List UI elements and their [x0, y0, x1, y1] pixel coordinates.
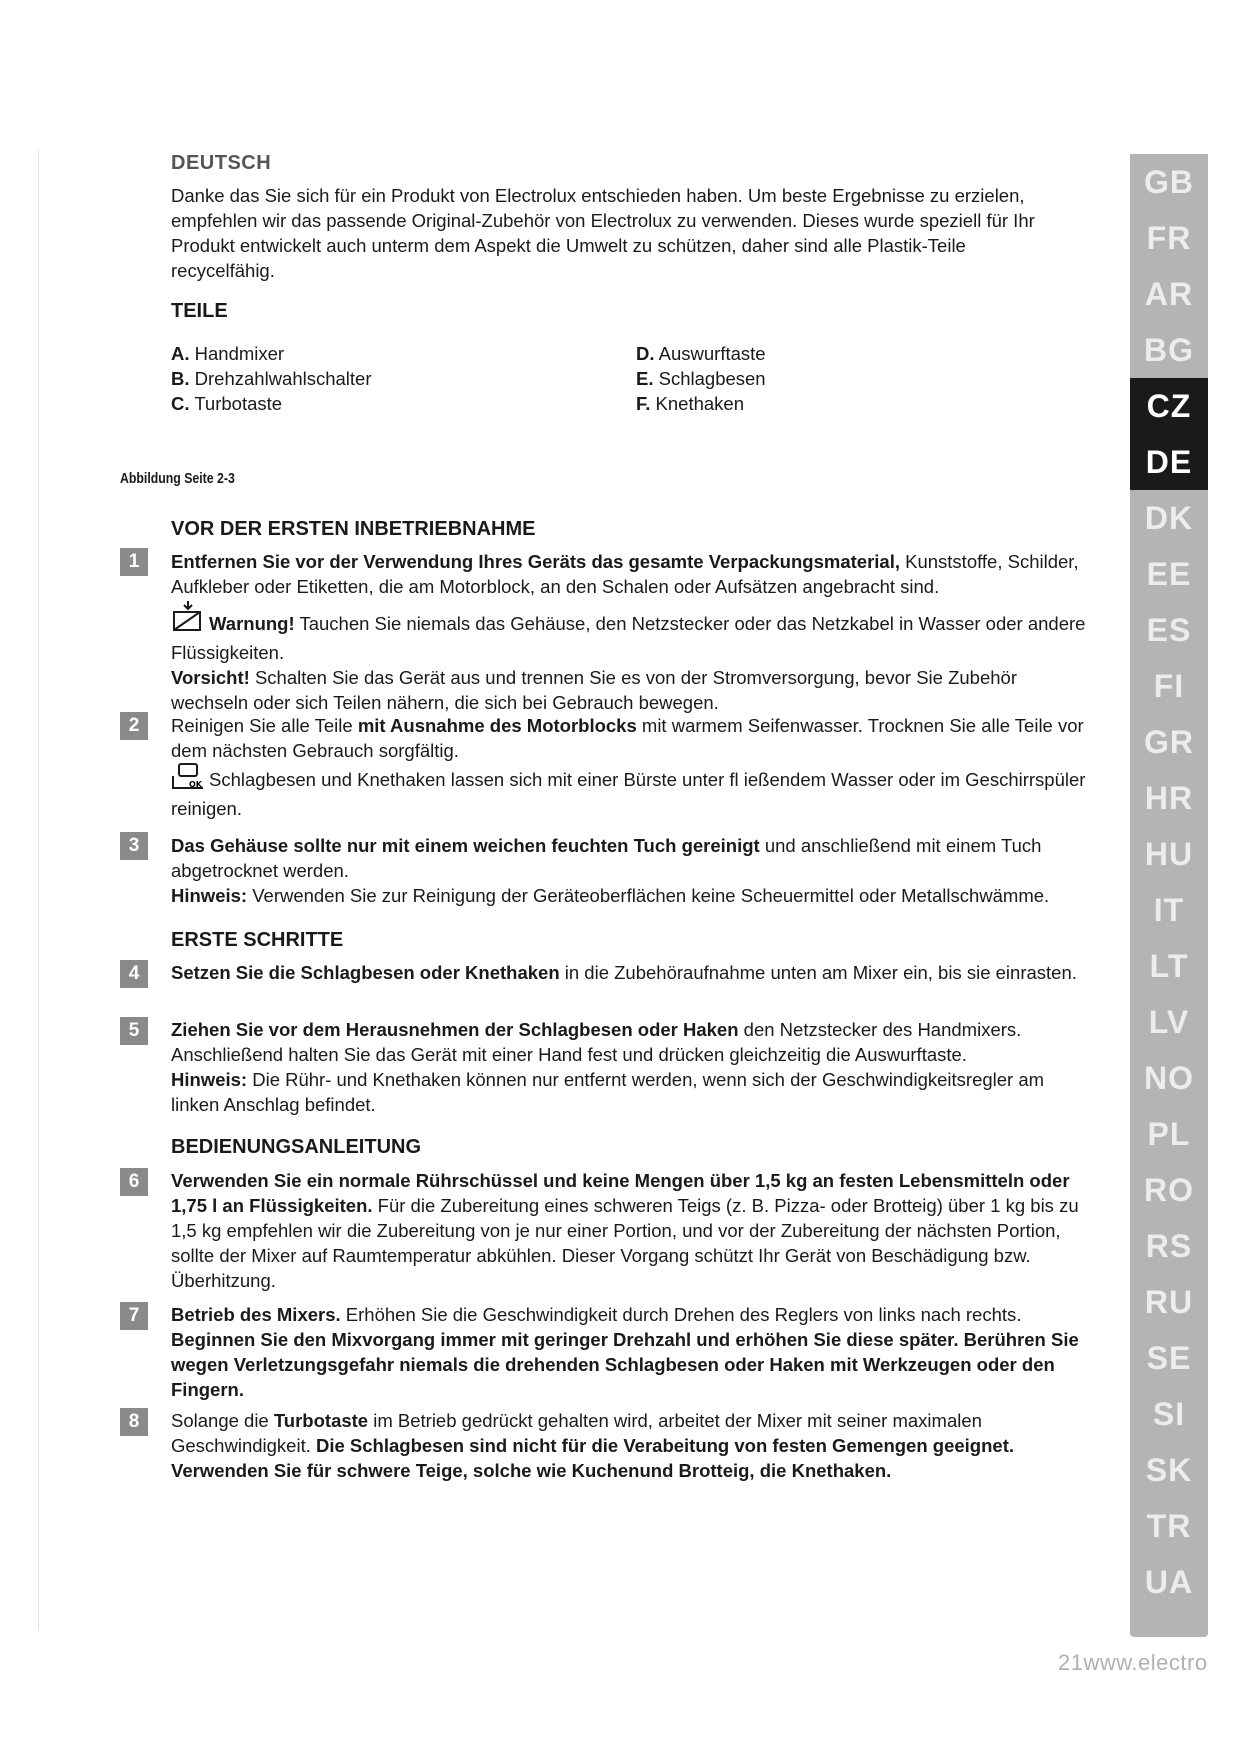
language-tab-fr[interactable]: FR [1146, 219, 1192, 256]
language-tab-hu[interactable]: HU [1144, 835, 1194, 872]
language-heading: DEUTSCH [171, 152, 272, 174]
language-tab-de[interactable]: DE [1130, 434, 1208, 490]
section-heading-operating: BEDIENUNGSANLEITUNG [171, 1136, 422, 1158]
language-tab-ar[interactable]: AR [1144, 275, 1194, 312]
section-heading-first-steps: ERSTE SCHRITTE [171, 929, 344, 951]
language-tab-fi[interactable]: FI [1153, 667, 1185, 704]
figure-reference: Abbildung Seite 2-3 [120, 470, 235, 487]
part-item: B. Drehzahlwahlschalter [171, 368, 372, 389]
step-2-dishwasher-note: OK Schlagbesen und Knethaken lassen sich mit einer Bürste unter fl ießendem Wasser oder im Geschirrspüler reinigen. [171, 762, 1091, 821]
step-3-text: Das Gehäuse sollte nur mit einem weichen feuchten Tuch gereinigt und anschließend mit einem Tuch abgetrocknet werden. Hinweis: Verwenden Sie zur Reinigung der Geräteoberflächen keine Scheuermittel oder Metallschwämme. [171, 835, 1050, 906]
step-8-text: Solange die Turbotaste im Betrieb gedrückt gehalten wird, arbeitet der Mixer mit seiner maximalen Geschwindigkeit. Die Schlagbesen sind nicht für die Verabeitung von festen Gemengen geeignet. Verwenden Sie für schwere Teige, solche wie Kuchenund Brotteig, die Knethaken. [171, 1410, 1014, 1481]
language-tab-sk[interactable]: SK [1145, 1451, 1193, 1488]
step-2-text: Reinigen Sie alle Teile mit Ausnahme des Motorblocks mit warmem Seifenwasser. Trocknen Sie alle Teile vor dem nächsten Gebrauch sorgfältig. [171, 715, 1084, 761]
step-6-text: Verwenden Sie ein normale Rührschüssel und keine Mengen über 1,5 kg an festen Lebensmitteln oder 1,75 l an Flüssigkeiten. Für die Zubereitung eines schweren Teigs (z. B. Pizza- oder Brotteig) über 1 kg bis zu 1,5 kg empfehlen wir die Zubereitung von je nur einer Portion, und vor der Zubereitung der nächsten Portion, sollte der Mixer auf Raumtemperatur abkühlen. Dieser Vorgang schützt Ihr Gerät von Beschädigung bzw. Überhitzung. [171, 1170, 1079, 1291]
step-number: 1 [120, 548, 148, 576]
language-tab-dk[interactable]: DK [1144, 499, 1194, 536]
intro-paragraph: Danke das Sie sich für ein Produkt von Electrolux entschieden haben. Um beste Ergebnisse zu erzielen, empfehlen wir das passende Original-Zubehör von Electrolux zu verwenden. Dieses wurde speziell für Ihr Produkt entwickelt auch unterm dem Aspekt die Umwelt zu schützen, daher sind alle Plastik-Teile recycelfähig. [171, 185, 1035, 281]
language-tab-se[interactable]: SE [1146, 1339, 1192, 1376]
page-footer: 21www.electro [1058, 1650, 1208, 1675]
step-7-text: Betrieb des Mixers. Erhöhen Sie die Geschwindigkeit durch Drehen des Reglers von links nach rechts. Beginnen Sie den Mixvorgang immer mit geringer Drehzahl und erhöhen Sie diese später. Berühren Sie wegen Verletzungsgefahr niemals die drehenden Schlagbesen oder Haken mit Werkzeugen oder den Fingern. [171, 1304, 1079, 1400]
no-immersion-icon [171, 600, 205, 640]
step-number: 5 [120, 1017, 148, 1045]
step-4-text: Setzen Sie die Schlagbesen oder Knethaken in die Zubehöraufnahme unten am Mixer ein, bis sie einrasten. [171, 962, 1077, 983]
language-tab-ru[interactable]: RU [1144, 1283, 1194, 1320]
parts-list-left [171, 341, 372, 416]
language-tab-bg[interactable]: BG [1144, 331, 1194, 368]
part-item: D. Auswurftaste [636, 343, 766, 364]
language-tab-rs[interactable]: RS [1145, 1227, 1193, 1264]
language-tab-si[interactable]: SI [1152, 1395, 1186, 1432]
left-margin-rule [38, 150, 39, 1630]
step-number: 3 [120, 832, 148, 860]
language-tab-ro[interactable]: RO [1144, 1171, 1194, 1208]
language-tab-bar [1130, 154, 1208, 1637]
language-tab-cz[interactable]: CZ [1130, 378, 1208, 434]
language-tab-tr[interactable]: TR [1146, 1507, 1192, 1544]
language-tab-lt[interactable]: LT [1149, 947, 1189, 984]
step-number: 2 [120, 712, 148, 740]
step-number: 4 [120, 960, 148, 988]
language-tab-gb[interactable]: GB [1144, 163, 1194, 200]
part-item: A. Handmixer [171, 343, 285, 364]
language-tab-es[interactable]: ES [1146, 611, 1192, 648]
language-tab-ua[interactable]: UA [1144, 1563, 1194, 1600]
language-tab-no[interactable]: NO [1144, 1059, 1194, 1096]
svg-text:OK: OK [189, 780, 202, 789]
part-item: F. Knethaken [636, 393, 744, 414]
part-item: E. Schlagbesen [636, 368, 766, 389]
language-tab-it[interactable]: IT [1153, 891, 1185, 928]
step-1-text: Entfernen Sie vor der Verwendung Ihres Geräts das gesamte Verpackungsmaterial, Kunststoffe, Schilder, Aufkleber oder Etiketten, die am Motorblock, an den Schalen oder Aufsätzen angebracht sind. [171, 551, 1079, 597]
step-1-warning: Warnung! Tauchen Sie niemals das Gehäuse, den Netzstecker oder das Netzkabel in Wasser oder andere Flüssigkeiten. Vorsicht! Schalten Sie das Gerät aus und trennen Sie es von der Stromversorgung, bevor Sie Zubehör wechseln oder sich Teilen nähern, die sich bei Gebrauch bewegen. [171, 600, 1091, 715]
section-heading-before-first-use: VOR DER ERSTEN INBETRIEBNAHME [171, 518, 536, 540]
part-item: C. Turbotaste [171, 393, 283, 414]
language-tab-ee[interactable]: EE [1146, 555, 1192, 592]
parts-list-right [636, 341, 766, 416]
step-number: 6 [120, 1168, 148, 1196]
language-tab-lv[interactable]: LV [1148, 1003, 1190, 1040]
language-tab-gr[interactable]: GR [1144, 723, 1194, 760]
step-5-text: Ziehen Sie vor dem Herausnehmen der Schlagbesen oder Haken den Netzstecker des Handmixers. Anschließend halten Sie das Gerät mit einer Hand fest und drücken gleichzeitig die Auswurftaste. Hinweis: Die Rühr- und Knethaken können nur entfernt werden, wenn sich der Geschwindigkeitsregler am linken Anschlag befindet. [171, 1019, 1045, 1115]
step-number: 7 [120, 1302, 148, 1330]
dishwasher-safe-icon [171, 762, 205, 796]
language-tab-hr[interactable]: HR [1144, 779, 1194, 816]
parts-heading: TEILE [171, 300, 228, 322]
language-tab-pl[interactable]: PL [1147, 1115, 1191, 1152]
step-number: 8 [120, 1408, 148, 1436]
